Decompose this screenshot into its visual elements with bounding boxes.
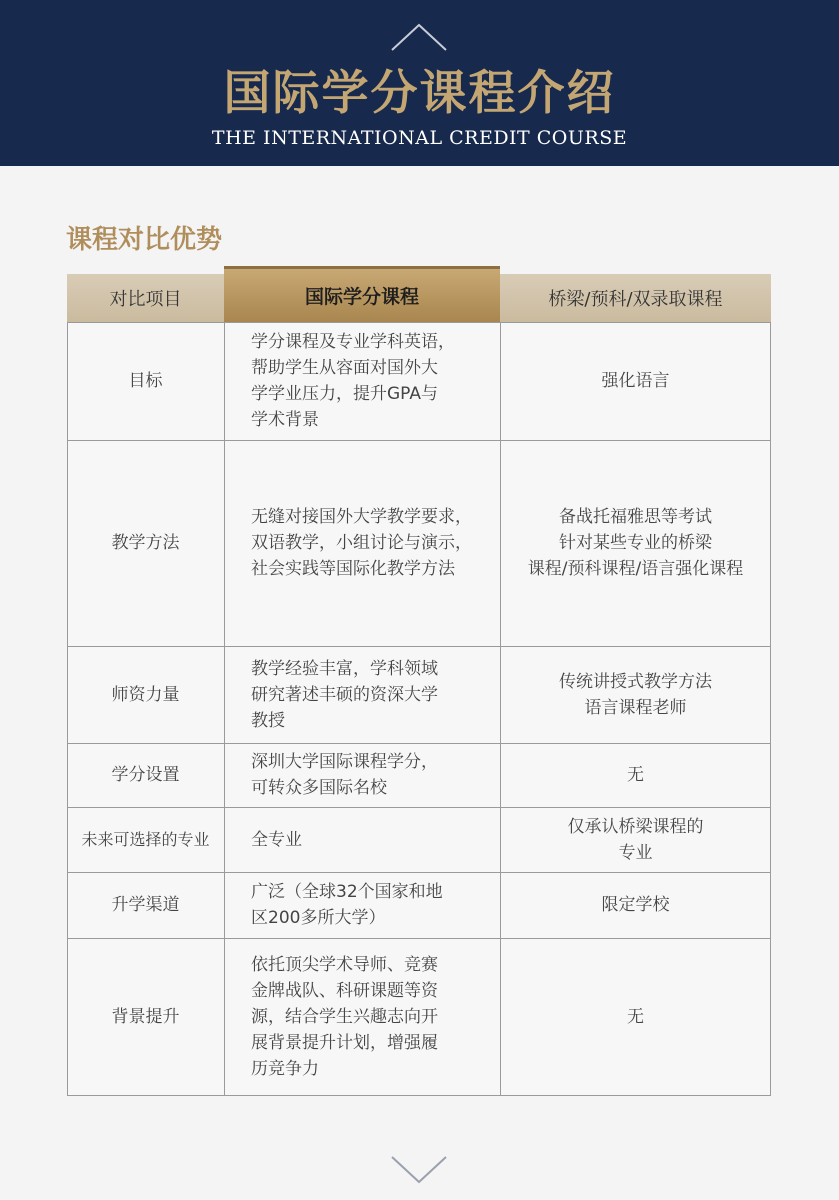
row-divider xyxy=(67,440,771,441)
cell-text: 限定学校 xyxy=(601,895,670,915)
row-divider xyxy=(67,743,771,744)
row-divider xyxy=(67,938,771,939)
cell-text: 未来可选择的专业 xyxy=(81,829,210,849)
cell-text: 目标 xyxy=(128,371,163,391)
table-cell-item xyxy=(67,938,224,1096)
cell-text: 升学渠道 xyxy=(111,895,180,915)
page-subtitle: THE INTERNATIONAL CREDIT COURSE xyxy=(211,127,628,149)
chevron-up-icon xyxy=(390,22,448,52)
table-cell-other xyxy=(500,646,771,743)
table-cell-intl xyxy=(224,807,500,872)
cell-text: 传统讲授式教学方法 语言课程老师 xyxy=(559,671,712,718)
table-cell-intl xyxy=(224,743,500,807)
chevron-down-icon xyxy=(390,1154,448,1184)
table-cell-item xyxy=(67,743,224,807)
cell-text: 广泛（全球32个国家和地 区200多所大学） xyxy=(251,882,443,928)
cell-text: 深圳大学国际课程学分， 可转众多国际名校 xyxy=(251,752,438,798)
table-cell-item xyxy=(67,322,224,440)
table-cell-other xyxy=(500,743,771,807)
table-cell-other xyxy=(500,872,771,938)
row-divider xyxy=(67,807,771,808)
table-cell-intl xyxy=(224,440,500,646)
cell-text: 背景提升 xyxy=(111,1007,180,1027)
cell-text: 无 xyxy=(627,765,644,785)
cell-text: 教学方法 xyxy=(111,533,180,553)
cell-text: 全专业 xyxy=(251,829,302,850)
header-cell-other: 桥梁/预科/双录取课程 xyxy=(500,274,771,322)
cell-text: 无缝对接国外大学教学要求， 双语教学，小组讨论与演示， 社会实践等国际化教学方法 xyxy=(251,507,472,579)
cell-text: 无 xyxy=(627,1007,644,1027)
table-cell-item xyxy=(67,440,224,646)
table-cell-item xyxy=(67,646,224,743)
table-cell-intl xyxy=(224,938,500,1096)
cell-text: 师资力量 xyxy=(111,684,180,705)
cell-text: 学分课程及专业学科英语， 帮助学生从容面对国外大 学学业压力，提升GPA与 学术背景 xyxy=(251,332,455,430)
table-cell-intl xyxy=(224,322,500,440)
cell-text: 仅承认桥梁课程的 专业 xyxy=(567,816,704,863)
cell-text: 备战托福雅思等考试 针对某些专业的桥梁 课程/预科课程/语言强化课程 xyxy=(527,507,744,579)
header-cell-item: 对比项目 xyxy=(67,274,224,322)
comparison-table xyxy=(67,274,771,1096)
page-title: 国际学分课程介绍 xyxy=(223,66,616,121)
table-cell-intl xyxy=(224,646,500,743)
cell-text: 强化语言 xyxy=(601,371,670,391)
table-cell-other xyxy=(500,938,771,1096)
row-divider xyxy=(67,646,771,647)
cell-text: 教学经验丰富，学科领域 研究著述丰硕的资深大学 教授 xyxy=(251,658,438,731)
cell-text: 依托顶尖学术导师、竞赛 金牌战队、科研课题等资 源，结合学生兴趣志向开 展背景提升计划，增强履 历竞争力 xyxy=(251,955,438,1079)
table-cell-other xyxy=(500,322,771,440)
cell-text: 学分设置 xyxy=(111,765,180,785)
row-divider xyxy=(67,872,771,873)
table-cell-item xyxy=(67,807,224,872)
table-cell-other xyxy=(500,440,771,646)
header-banner xyxy=(0,0,839,166)
section-title: 课程对比优势 xyxy=(66,225,223,255)
header-cell-intl: 国际学分课程 xyxy=(224,266,500,322)
table-cell-item xyxy=(67,872,224,938)
table-cell-intl xyxy=(224,872,500,938)
table-cell-other xyxy=(500,807,771,872)
